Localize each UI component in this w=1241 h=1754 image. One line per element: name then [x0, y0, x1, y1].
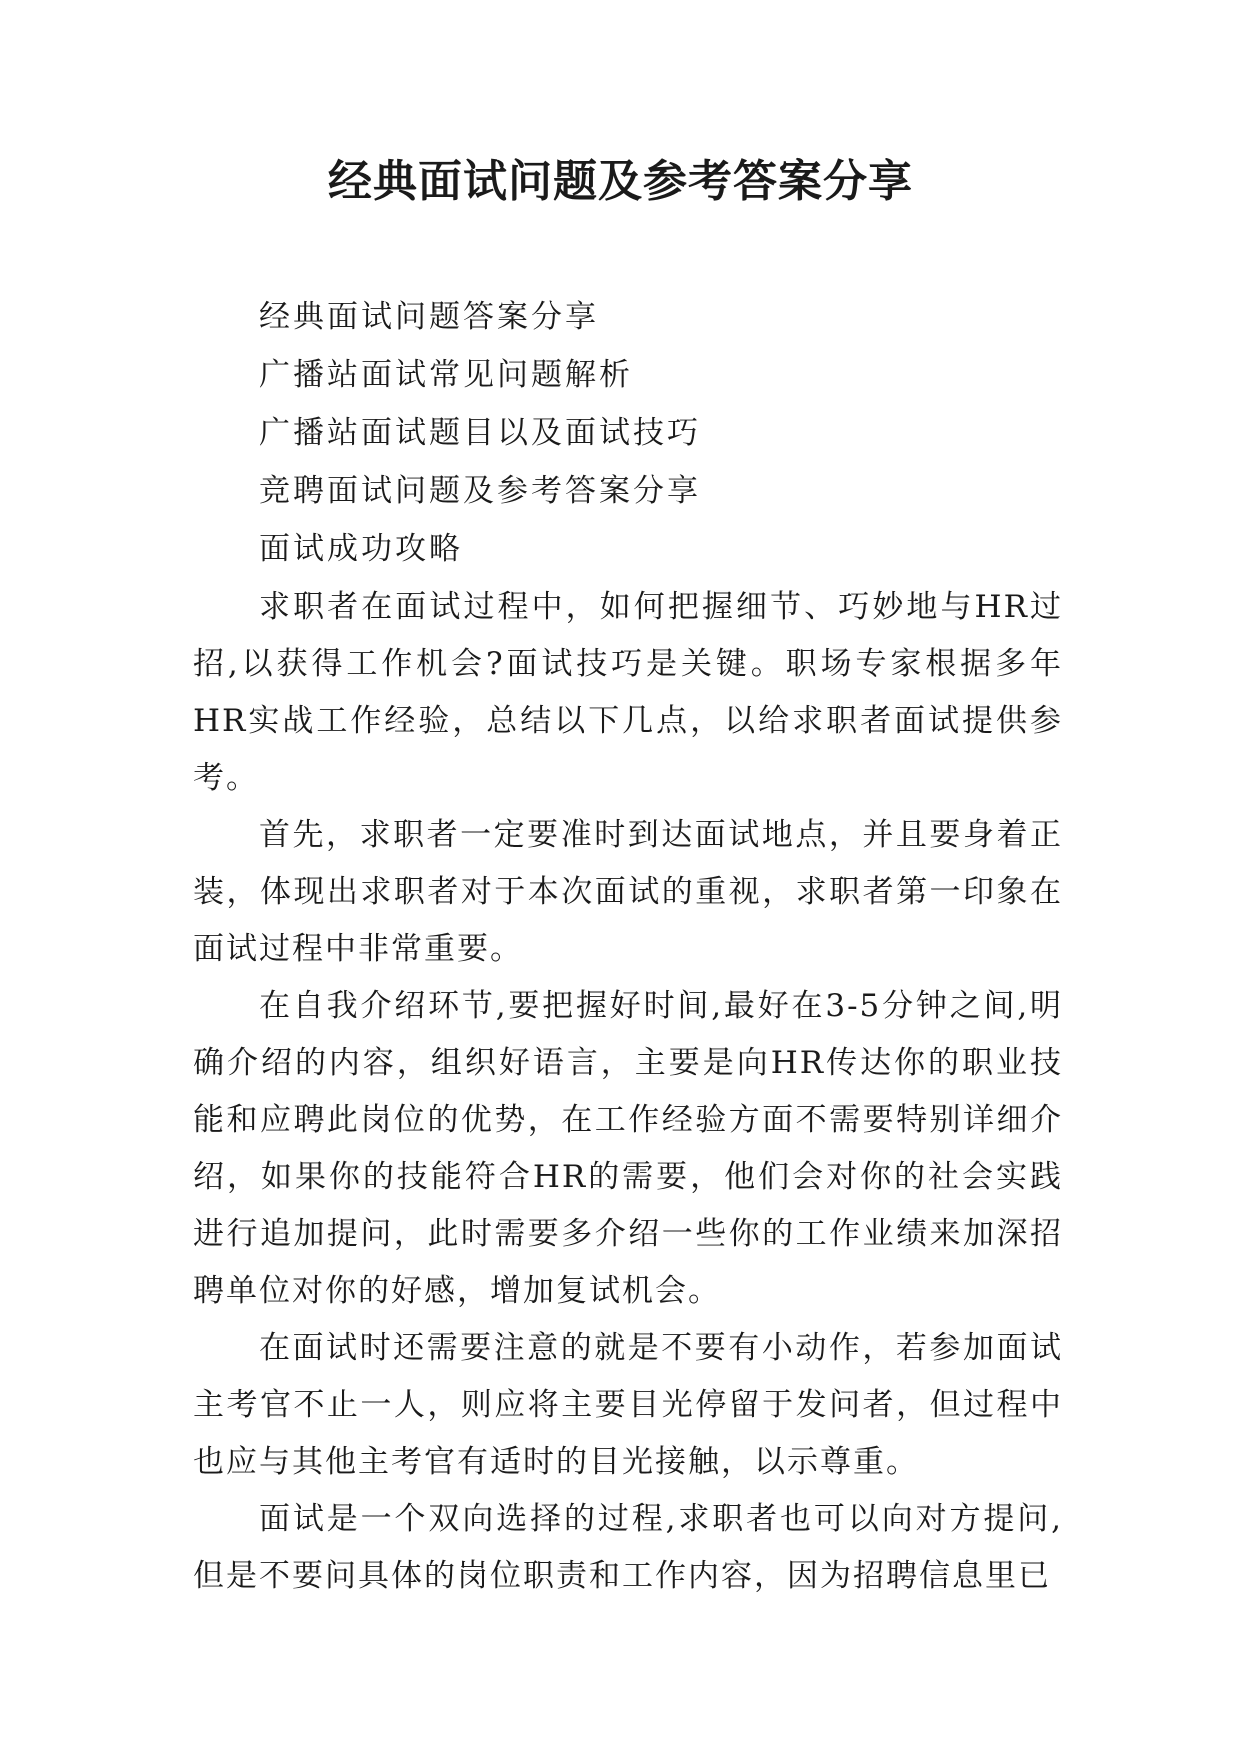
related-topic-item: 面试成功攻略 — [259, 531, 463, 567]
related-topic-item: 广播站面试题目以及面试技巧 — [259, 415, 701, 451]
body-paragraph: 求职者在面试过程中，如何把握细节、巧妙地与HR过招,以获得工作机会?面试技巧是关键。职场专家根据多年HR实战工作经验，总结以下几点，以给求职者面试提供参考。 — [193, 589, 1063, 796]
document-title: 经典面试问题及参考答案分享 — [328, 156, 913, 207]
related-topic-item: 竞聘面试问题及参考答案分享 — [259, 473, 701, 509]
related-topic-item: 广播站面试常见问题解析 — [259, 357, 633, 393]
body-paragraph: 在自我介绍环节,要把握好时间,最好在3-5分钟之间,明确介绍的内容，组织好语言，主要是向HR传达你的职业技能和应聘此岗位的优势，在工作经验方面不需要特别详细介绍，如果你的技能符合HR的需要，他们会对你的社会实践进行追加提问，此时需要多介绍一些你的工作业绩来加深招聘单位对你的好感，增加复试机会。 — [193, 988, 1063, 1309]
related-topics-list — [259, 288, 701, 578]
body-paragraph: 在面试时还需要注意的就是不要有小动作，若参加面试主考官不止一人，则应将主要目光停留于发问者，但过程中也应与其他主考官有适时的目光接触，以示尊重。 — [193, 1330, 1063, 1480]
related-topic-item: 经典面试问题答案分享 — [259, 299, 599, 335]
body-paragraph: 首先，求职者一定要准时到达面试地点，并且要身着正装，体现出求职者对于本次面试的重视，求职者第一印象在面试过程中非常重要。 — [193, 817, 1063, 967]
body-paragraph: 面试是一个双向选择的过程,求职者也可以向对方提问,但是不要问具体的岗位职责和工作内容，因为招聘信息里已 — [193, 1501, 1063, 1594]
article-body — [193, 579, 1063, 1605]
